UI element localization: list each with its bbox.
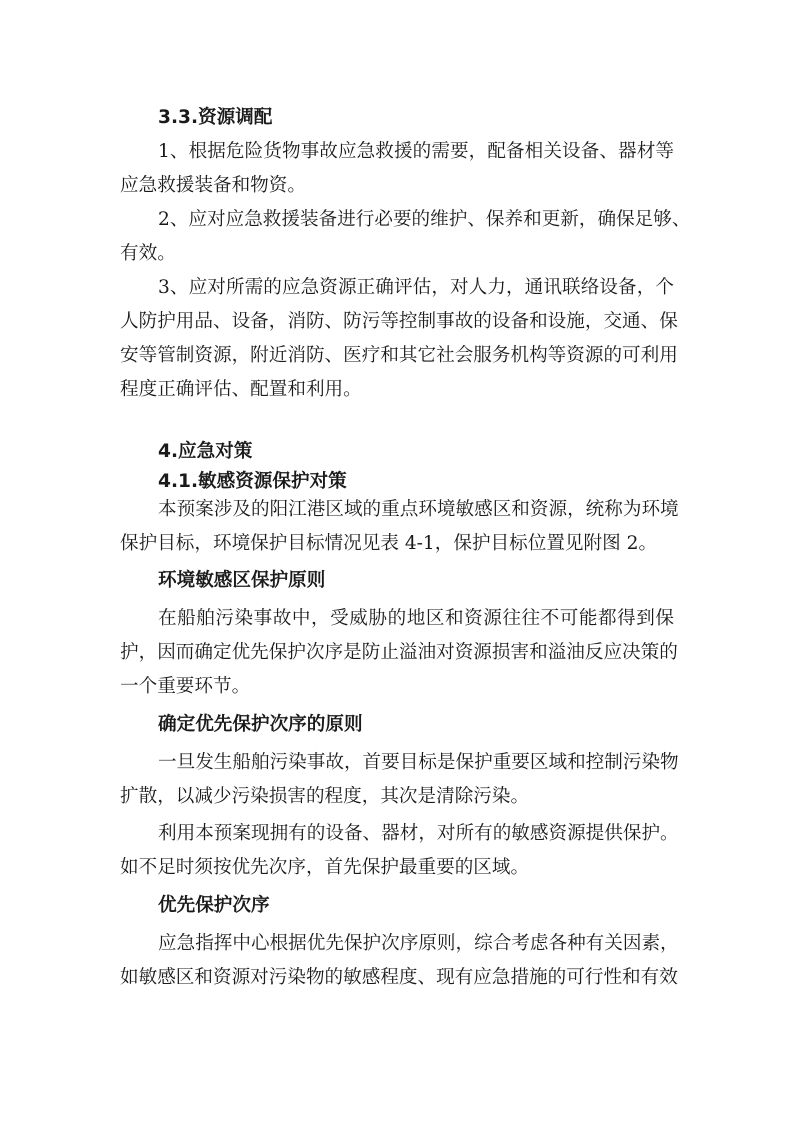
paragraph-line: 2、应对应急救援装备进行必要的维护、保养和更新，确保足够、 <box>158 209 691 230</box>
paragraph-line: 1、根据危险货物事故应急救援的需要，配备相关设备、器材等 <box>158 141 674 162</box>
paragraph-line: 3、应对所需的应急资源正确评估，对人力，通讯联络设备，个 <box>158 277 674 298</box>
paragraph-line: 应急救援装备和物资。 <box>120 175 306 196</box>
paragraph-line: 一个重要环节。 <box>120 676 251 697</box>
paragraph-line: 扩散，以减少污染损害的程度，其次是清除污染。 <box>120 786 530 807</box>
subsection-heading-4-1: 4.1.敏感资源保护对策 <box>158 471 347 492</box>
paragraph-line: 本预案涉及的阳江港区域的重点环境敏感区和资源，统称为环境 <box>158 499 679 520</box>
section-heading-4: 4.应急对策 <box>158 441 253 462</box>
paragraph-line: 保护目标，环境保护目标情况见表 4-1，保护目标位置见附图 2。 <box>120 533 658 554</box>
paragraph-line: 如敏感区和资源对污染物的敏感程度、现有应急措施的可行性和有效 <box>120 967 678 988</box>
paragraph-line: 护，因而确定优先保护次序是防止溢油对资源损害和溢油反应决策的 <box>120 642 678 663</box>
paragraph-line: 程度正确评估、配置和利用。 <box>120 379 362 400</box>
heading-priority-order: 优先保护次序 <box>158 895 270 916</box>
heading-protection-principles: 环境敏感区保护原则 <box>158 570 326 591</box>
section-heading-3-3: 3.3.资源调配 <box>158 107 273 128</box>
paragraph-line: 如不足时须按优先次序，首先保护最重要的区域。 <box>120 857 530 878</box>
paragraph-line: 有效。 <box>120 243 176 264</box>
paragraph-line: 人防护用品、设备，消防、防污等控制事故的设备和设施，交通、保 <box>120 311 678 332</box>
paragraph-line: 一旦发生船舶污染事故，首要目标是保护重要区域和控制污染物 <box>158 752 679 773</box>
paragraph-line: 利用本预案现拥有的设备、器材，对所有的敏感资源提供保护。 <box>158 823 679 844</box>
heading-priority-principles: 确定优先保护次序的原则 <box>158 714 363 735</box>
paragraph-line: 应急指挥中心根据优先保护次序原则，综合考虑各种有关因素， <box>158 933 679 954</box>
paragraph-line: 在船舶污染事故中，受威胁的地区和资源往往不可能都得到保 <box>158 608 674 629</box>
paragraph-line: 安等管制资源，附近消防、医疗和其它社会服务机构等资源的可利用 <box>120 345 678 366</box>
